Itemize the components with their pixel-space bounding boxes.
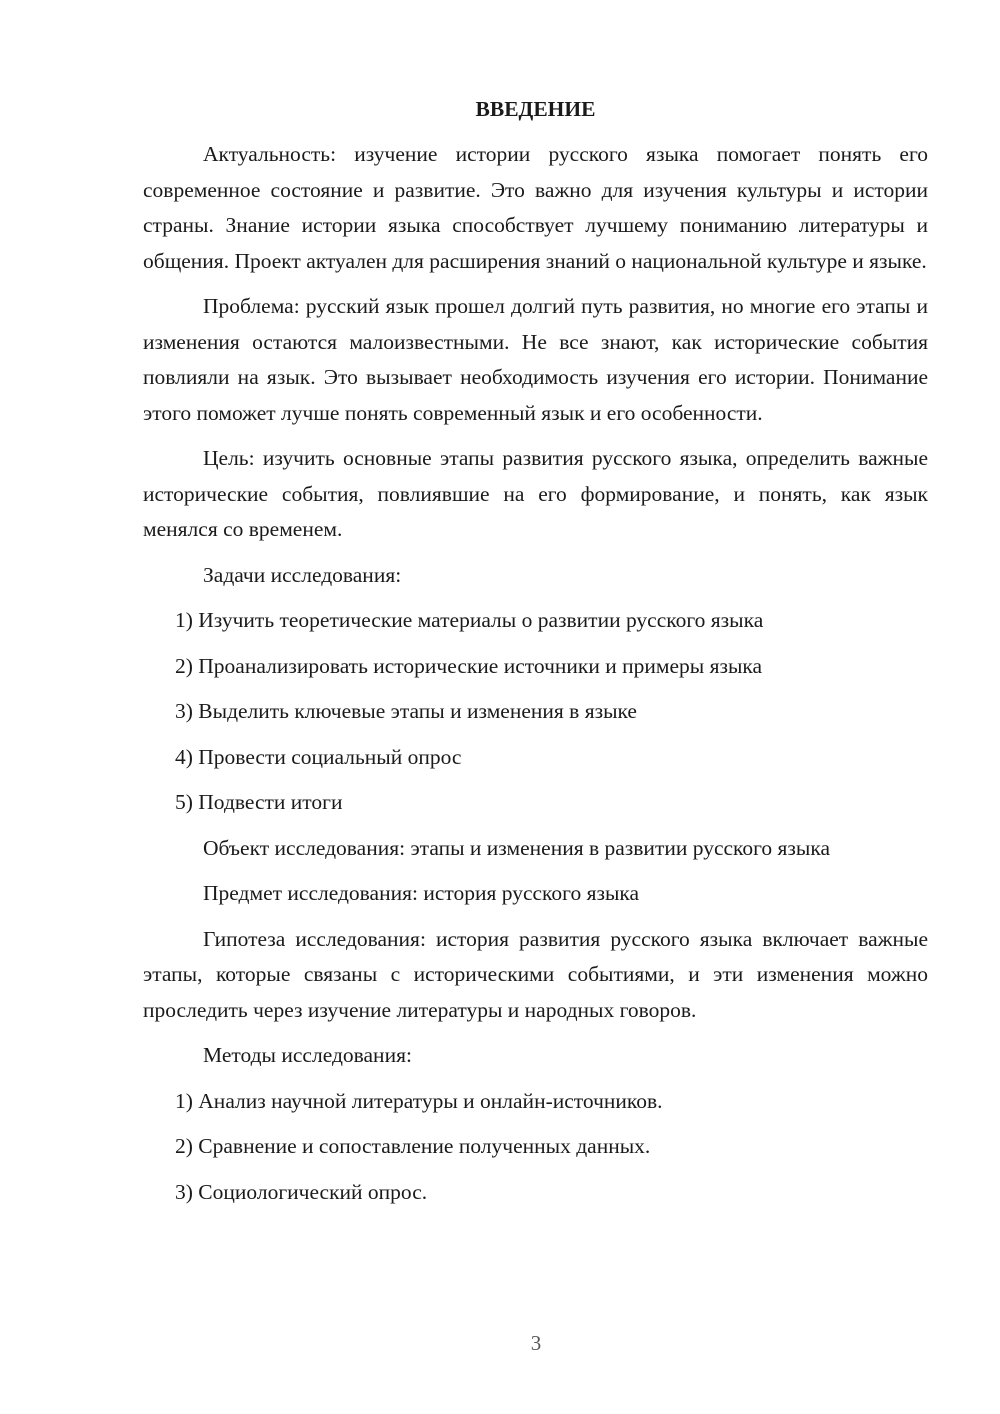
subject-line: Предмет исследования: история русского языка (203, 881, 640, 905)
page-number: 3 (530, 1331, 542, 1355)
method-item: 2) Сравнение и сопоставление полученных данных. (175, 1134, 651, 1158)
method-item: 3) Социологический опрос. (175, 1179, 428, 1204)
task-item: 2) Проанализировать исторические источники и примеры языка (175, 653, 763, 678)
methods-title: Методы исследования: (203, 1043, 412, 1067)
method-item: 1) Анализ научной литературы и онлайн-источников. (175, 1088, 663, 1113)
page-title: ВВЕДЕНИЕ (475, 97, 596, 121)
tasks-title: Задачи исследования: (203, 562, 402, 587)
task-item: 5) Подвести итоги (175, 790, 343, 814)
problem-paragraph: Проблема: русский язык прошел долгий путь развития, но многие его этапы и изменения остаются малоизвестными. Не все знают, как исторические события повлияли на язык. Это вызывает необходимость изучения его истории. Понимание этого поможет лучше понять современный язык и его особенности. (143, 294, 928, 425)
task-item: 1) Изучить теоретические материалы о развитии русского языка (175, 608, 764, 632)
object-line: Объект исследования: этапы и изменения в развитии русского языка (203, 835, 831, 860)
task-item: 4) Провести социальный опрос (175, 744, 462, 769)
document-page (143, 92, 928, 1220)
hypothesis-paragraph: Гипотеза исследования: история развития русского языка включает важные этапы, которые связаны с историческими событиями, и эти изменения можно проследить через изучение литературы и народных говоров. (143, 926, 928, 1022)
relevance-paragraph: Актуальность: изучение истории русского языка помогает понять его современное состояние и развитие. Это важно для изучения культуры и истории страны. Знание истории языка способствует лучшему пониманию литературы и общения. Проект актуален для расширения знаний о национальной культуре и языке. (143, 142, 928, 273)
goal-paragraph: Цель: изучить основные этапы развития русского языка, определить важные исторические события, повлиявшие на его формирование, и понять, как язык менялся со временем. (143, 446, 928, 541)
task-item: 3) Выделить ключевые этапы и изменения в языке (175, 699, 637, 723)
